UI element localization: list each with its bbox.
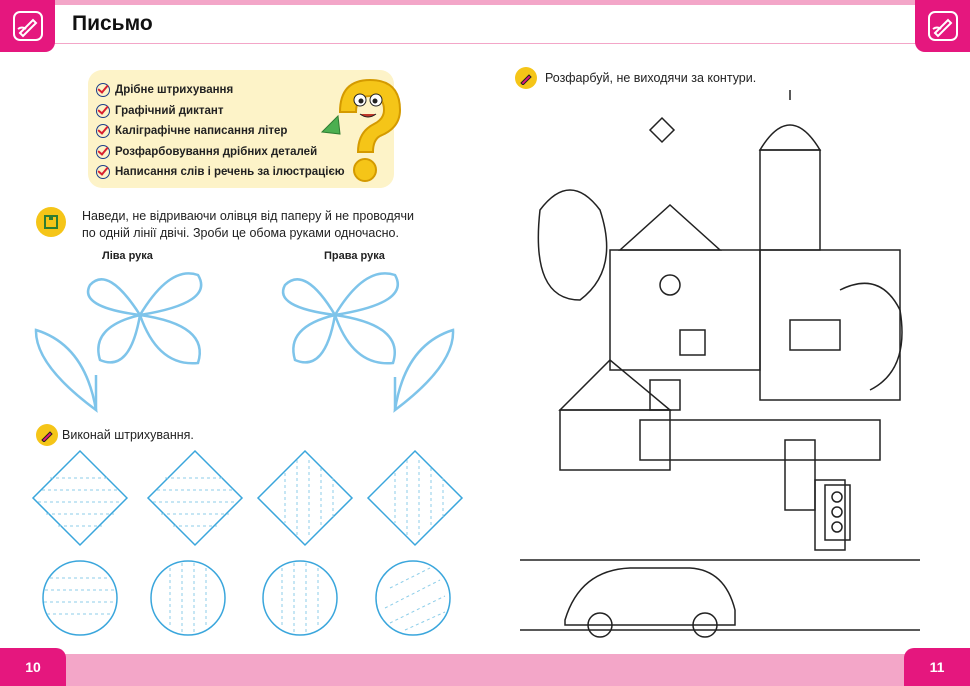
skill-item: Каліграфічне написання літер: [96, 121, 394, 142]
check-icon: [96, 104, 110, 118]
page-title: Письмо: [72, 12, 153, 35]
check-icon: [96, 145, 110, 159]
page-number-right: 11: [904, 648, 970, 686]
hatching-shapes: [30, 448, 470, 638]
trace-instruction: Наведи, не відриваючи олівця від паперу й не проводячи по одній лінії двічі. Зроби це обома руками одночасно.: [82, 209, 415, 240]
footer-bar: [0, 654, 970, 686]
pencil-icon: [515, 67, 537, 89]
puzzle-icon: [36, 207, 66, 237]
skill-item: Написання слів і речень за ілюстрацією: [96, 162, 394, 183]
coloring-house-illustration: [520, 90, 920, 645]
page-number-left: 10: [0, 648, 66, 686]
skill-item: Графічний диктант: [96, 101, 394, 122]
coloring-instruction: Розфарбуй, не виходячи за контури.: [545, 71, 757, 85]
hatch-instruction: Виконай штрихування.: [62, 428, 194, 442]
right-hand-label: Права рука: [324, 250, 385, 262]
check-icon: [96, 83, 110, 97]
trace-flower-left: [30, 265, 235, 415]
trace-flower-right: [255, 265, 460, 415]
skill-item: Дрібне штрихування: [96, 80, 394, 101]
pencil-hand-icon: [0, 0, 55, 52]
pencil-hand-icon: [915, 0, 970, 52]
skill-item: Розфарбовування дрібних деталей: [96, 142, 394, 163]
left-hand-label: Ліва рука: [102, 250, 153, 262]
title-box: [55, 5, 915, 43]
check-icon: [96, 165, 110, 179]
question-mark-mascot: [318, 70, 408, 190]
pencil-icon: [36, 424, 58, 446]
check-icon: [96, 124, 110, 138]
